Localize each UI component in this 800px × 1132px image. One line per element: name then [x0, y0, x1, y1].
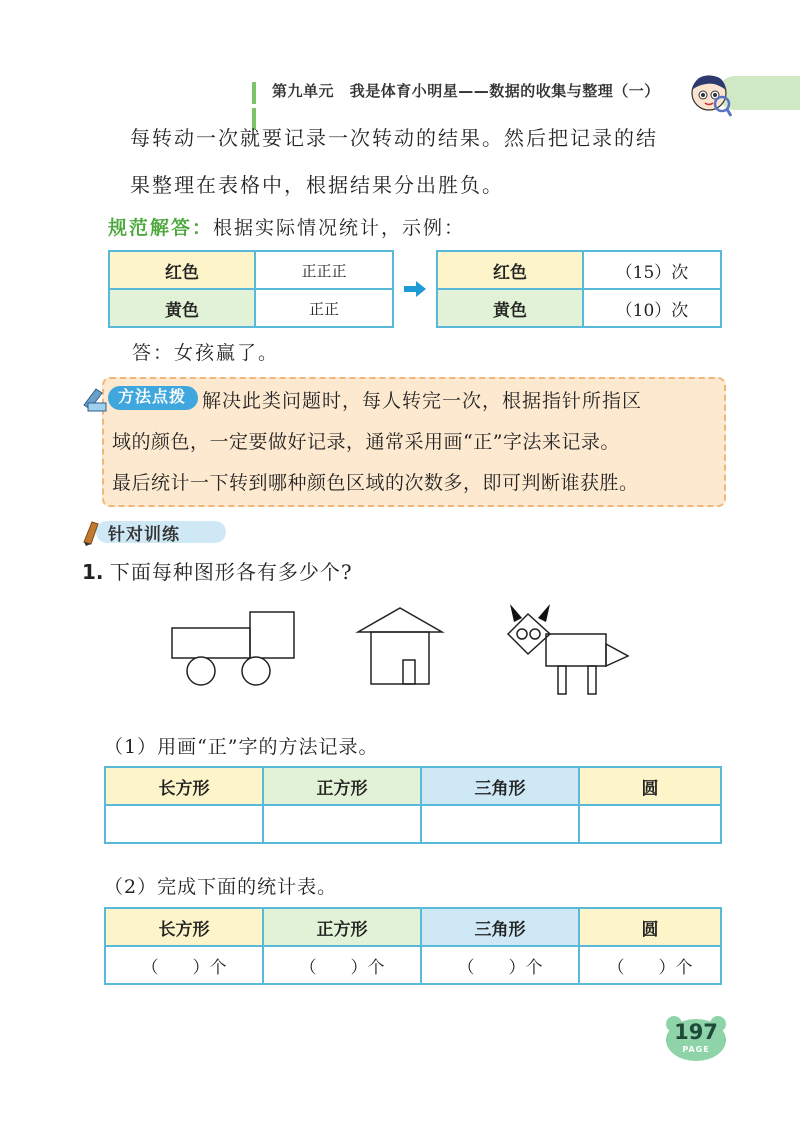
- page-label: PAGE: [682, 1045, 710, 1054]
- mascot-icon: [686, 72, 732, 118]
- tally-input-cell[interactable]: [579, 805, 721, 843]
- tally-cell: 正正: [255, 289, 393, 327]
- intro-line-1: 每转动一次就要记录一次转动的结果。然后把记录的结: [130, 126, 658, 150]
- count-cell: （15）次: [583, 251, 721, 289]
- color-cell: 黄色: [437, 289, 583, 327]
- color-cell: 黄色: [109, 289, 255, 327]
- column-header: 圆: [579, 767, 721, 805]
- answer-text: 根据实际情况统计，示例：: [213, 217, 466, 239]
- column-header: 圆: [579, 908, 721, 946]
- column-header: 三角形: [421, 767, 579, 805]
- answer-conclusion: 答：女孩赢了。: [132, 342, 280, 364]
- table-row: [437, 251, 721, 289]
- count-blank[interactable]: （ ）个: [105, 946, 263, 984]
- tip-line-3: 最后统计一下转到哪种颜色区域的次数多，即可判断谁获胜。: [112, 472, 639, 494]
- page-number: 197: [674, 1020, 718, 1044]
- cow-figure: [504, 600, 632, 698]
- count-blank[interactable]: （ ）个: [421, 946, 579, 984]
- tip-badge-label: 方法点拨: [118, 387, 187, 406]
- unit-title: 我是体育小明星——数据的收集与整理（一）: [349, 82, 660, 100]
- count-blank[interactable]: （ ）个: [579, 946, 721, 984]
- house-figure: [354, 604, 446, 688]
- column-header: 三角形: [421, 908, 579, 946]
- part-1-label: （1）用画“正”字的方法记录。: [104, 736, 379, 758]
- table-row: [105, 805, 721, 843]
- column-header: 正方形: [263, 908, 421, 946]
- count-cell: （10）次: [583, 289, 721, 327]
- table-row: [109, 251, 393, 289]
- question-1: [82, 556, 353, 585]
- tally-input-cell[interactable]: [421, 805, 579, 843]
- header-decoration: [252, 82, 264, 106]
- answer-heading: [108, 203, 465, 253]
- part-2-label: （2）完成下面的统计表。: [104, 876, 338, 898]
- truck-figure: [168, 608, 302, 690]
- tally-input-cell[interactable]: [263, 805, 421, 843]
- question-text: 下面每种图形各有多少个?: [109, 560, 353, 584]
- count-blank[interactable]: （ ）个: [263, 946, 421, 984]
- answer-label: 规范解答：: [108, 217, 214, 239]
- color-cell: 红色: [437, 251, 583, 289]
- page-header: [272, 80, 660, 101]
- tip-line-2: 域的颜色，一定要做好记录，通常采用画“正”字法来记录。: [112, 431, 620, 453]
- question-number: 1.: [82, 560, 104, 584]
- tally-record-table: [104, 766, 722, 844]
- table-row: [437, 289, 721, 327]
- unit-label: 第九单元: [272, 82, 335, 100]
- color-cell: 红色: [109, 251, 255, 289]
- table-row: [105, 908, 721, 946]
- arrow-right-icon: [403, 280, 427, 298]
- intro-line-2: 果整理在表格中，根据结果分出胜负。: [130, 173, 504, 197]
- count-table: [436, 250, 722, 328]
- table-row: [105, 767, 721, 805]
- column-header: 长方形: [105, 767, 263, 805]
- tip-line-1: 解决此类问题时，每人转完一次，根据指针所指区: [202, 390, 643, 412]
- tally-input-cell[interactable]: [105, 805, 263, 843]
- count-statistics-table: [104, 907, 722, 985]
- column-header: 正方形: [263, 767, 421, 805]
- tally-table: [108, 250, 394, 328]
- column-header: 长方形: [105, 908, 263, 946]
- tally-cell: 正正正: [255, 251, 393, 289]
- table-row: [109, 289, 393, 327]
- section-title: 针对训练: [108, 525, 180, 545]
- table-row: [105, 946, 721, 984]
